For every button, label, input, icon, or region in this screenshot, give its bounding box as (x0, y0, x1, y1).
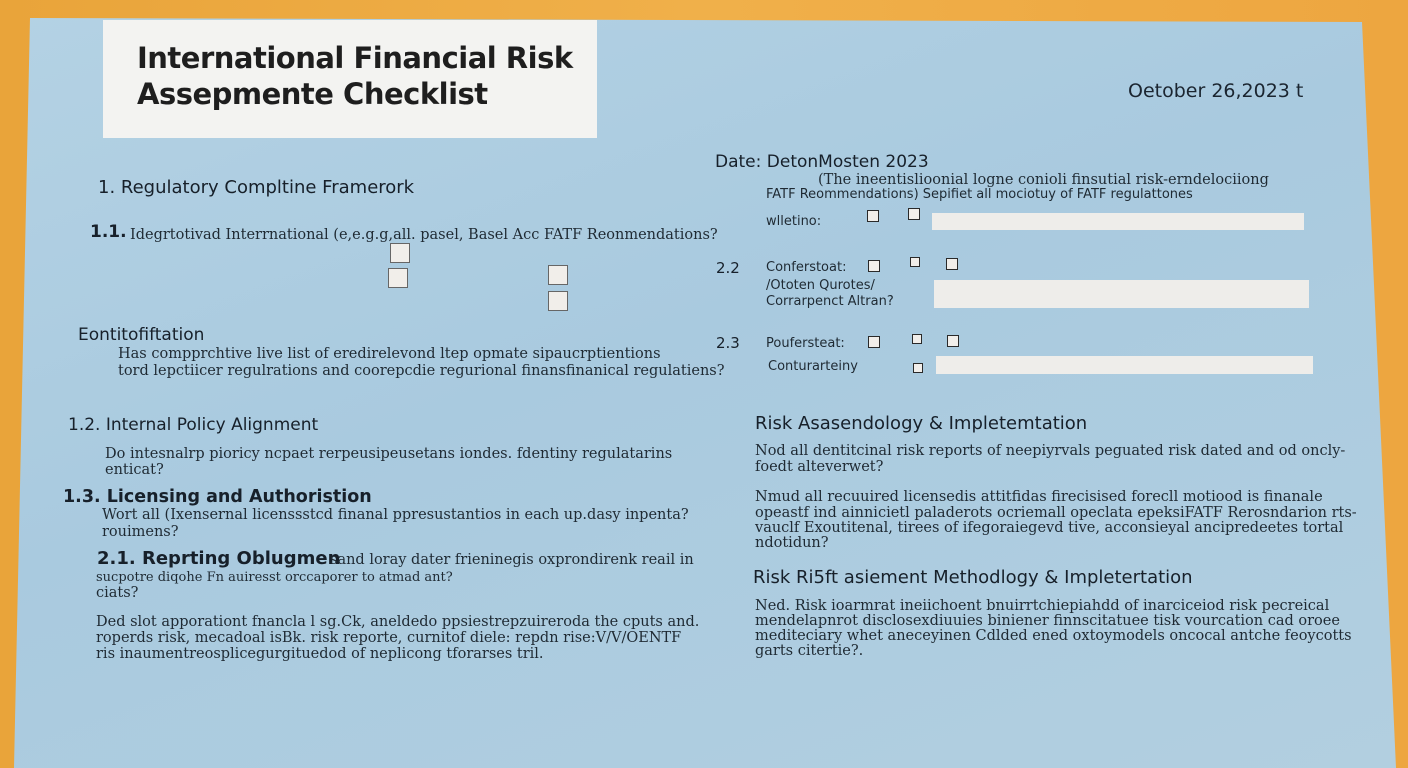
row2-number: 2.2 (716, 259, 740, 277)
risk-text: opeastf ind ainnicietl paladerots ocriemall opeclata epeksiFATF Rerosndarion rts- (755, 505, 1357, 521)
top-date: Oetober 26,2023 t (1128, 80, 1304, 102)
risk-text: garts citertie?. (755, 643, 864, 659)
item-2-1-heading: 2.1. Reprting Oblugmen (97, 548, 341, 569)
row3-sub: Conturarteiny (768, 359, 858, 374)
risk-text: foedt alteverwet? (755, 459, 884, 475)
risk-text: vauclf Exoutitenal, tirees of ifegoraiegevd tive, acconsieyal ancipredeetes tortal (755, 520, 1344, 536)
document-title-line1: International Financial Risk (137, 41, 573, 75)
risk-text: Nod all dentitcinal risk reports of neepiyrvals peguated risk dated and od oncly- (755, 443, 1346, 459)
item-2-1-text: sand loray dater frieninegis oxprondirenk reail in (330, 552, 694, 568)
risk-heading: Risk Asasendology & Impletemtation (755, 413, 1088, 434)
item-1-3-text: rouimens? (102, 524, 179, 540)
checkbox[interactable] (388, 268, 408, 288)
checkbox[interactable] (868, 336, 880, 348)
item-1-2-text: Do intesnalrp pioricy ncpaet rerpeusipeusetans iondes. fdentiny regulatarins (105, 446, 673, 462)
risk-text: Ned. Risk ioarmrat ineiichoent bnuirrtchiepiahdd of inarciceiod risk pecreical (755, 598, 1330, 614)
date-label: Date: DetonMosten 2023 (715, 152, 929, 172)
row2-sub: /Ototen Qurotes/ (766, 278, 875, 293)
item-1-1-number: 1.1. (90, 222, 127, 242)
row2-sub: Corrarpenct Altran? (766, 294, 894, 309)
intro-text: (The ineentislioonial logne conioli finsutial risk-erndelociiong (818, 172, 1269, 188)
identification-heading: Eontitofiftation (78, 325, 205, 345)
risk-text: ndotidun? (755, 535, 829, 551)
checkbox[interactable] (910, 257, 920, 267)
checkbox[interactable] (912, 334, 922, 344)
checkbox[interactable] (548, 291, 568, 311)
identification-text: Has compprchtive live list of eredirelevond ltep opmate sipaucrptientions (118, 346, 661, 362)
title-box (103, 20, 597, 138)
checkbox[interactable] (390, 243, 410, 263)
section1-heading: 1. Regulatory Compltine Framerork (98, 177, 415, 198)
checkbox[interactable] (868, 260, 880, 272)
document-title-line2: Assepmente Checklist (137, 77, 488, 111)
risk-text: Nmud all recuuired licensedis attitfidas firecisised forecll motiood is finanale (755, 489, 1323, 505)
checkbox[interactable] (913, 363, 923, 373)
risk-text: mendelapnrot disclosexdiuuies biniener finnscitatuee tisk vourcation cad oroee (755, 613, 1340, 629)
item-1-1-text: Idegrtotivad Interrnational (e,e.g.g,all. pasel, Basel Acc FATF Reonmendations? (130, 227, 718, 243)
row2-label: Conferstoat: (766, 260, 847, 275)
risk-heading: Risk Ri5ft asiement Methodlogy & Impletertation (753, 567, 1193, 588)
item-1-3-heading: 1.3. Licensing and Authoristion (63, 487, 372, 507)
risk-text: mediteciary whet aneceyinen Cdlded ened oxtoymodels oncocal antche feoycotts (755, 628, 1352, 644)
checkbox[interactable] (548, 265, 568, 285)
row3-label: Poufersteat: (766, 336, 845, 351)
paragraph: Ded slot apporationt fnancla l sg.Ck, aneldedo ppsiestrepzuireroda the cputs and. (96, 614, 700, 630)
item-1-2-text: enticat? (105, 462, 164, 478)
identification-text: tord lepctiicer regulrations and coorepcdie regurional finansfinanical regulatiens? (118, 363, 725, 379)
text-field[interactable] (932, 213, 1304, 230)
row3-number: 2.3 (716, 334, 740, 352)
intro-text: FATF Reommendations) Sepifiet all mociotuy of FATF regulattones (766, 187, 1193, 202)
item-1-3-text: Wort all (Ixensernal licenssstcd finanal ppresustantios in each up.dasy inpenta? (102, 507, 689, 523)
paragraph: ris inaumentreosplicegurgituedod of neplicong tforarses tril. (96, 646, 544, 662)
checkbox[interactable] (947, 335, 959, 347)
checkbox[interactable] (867, 210, 879, 222)
text-field[interactable] (936, 356, 1313, 374)
item-2-1-text: sucpotre diqohe Fn auiresst orccaporer to atmad ant? (96, 570, 453, 585)
item-1-2-heading: 1.2. Internal Policy Alignment (68, 415, 319, 435)
checkbox[interactable] (908, 208, 920, 220)
checkbox[interactable] (946, 258, 958, 270)
row1-label: wlletino: (766, 214, 822, 229)
item-2-1-text: ciats? (96, 585, 139, 601)
text-field[interactable] (934, 280, 1309, 308)
paragraph: roperds risk, mecadoal isBk. risk reporte, curnitof diele: repdn rise:V/V/OENTF (96, 630, 682, 646)
